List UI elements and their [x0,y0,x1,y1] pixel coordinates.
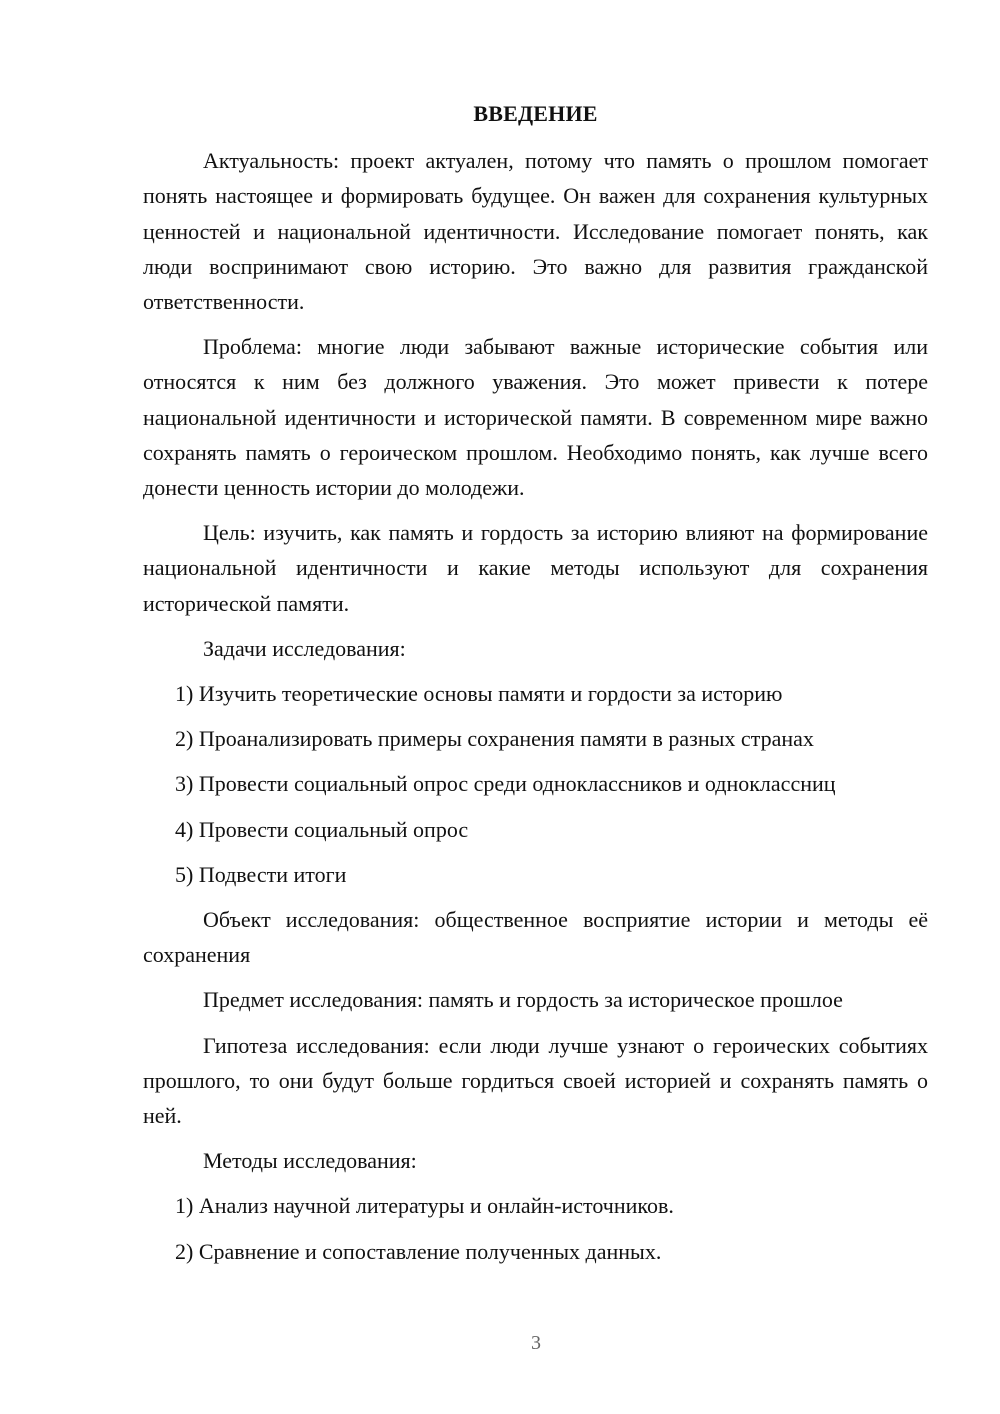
paragraph-subject: Предмет исследования: память и гордость за историческое прошлое [203,987,843,1013]
paragraph-hypothesis: Гипотеза исследования: если люди лучше узнают о героических событиях прошлого, то они будут больше гордиться своей историей и сохранять память о ней. [143,1032,928,1129]
page-number: 3 [531,1332,541,1354]
tasks-list [143,676,928,892]
paragraph-relevance: Актуальность: проект актуален, потому что память о прошлом помогает понять настоящее и формировать будущее. Он важен для сохранения культурных ценностей и национальной идентичности. Исследование помогает понять, как люди воспринимают свою историю. Это важно для развития гражданской ответственности. [143,148,928,315]
tasks-heading: Задачи исследования: [203,635,406,661]
methods-heading: Методы исследования: [203,1148,417,1174]
task-item: 4) Провести социальный опрос [175,816,469,842]
task-item: 2) Проанализировать примеры сохранения памяти в разных странах [175,726,814,752]
methods-list [143,1188,928,1268]
page-content [143,96,928,1279]
task-item: 1) Изучить теоретические основы памяти и гордости за историю [175,681,783,707]
method-item: 1) Анализ научной литературы и онлайн-источников. [175,1193,674,1219]
task-item: 5) Подвести итоги [175,861,347,887]
paragraph-problem: Проблема: многие люди забывают важные исторические события или относятся к ним без должного уважения. Это может привести к потере национальной идентичности и исторической памяти. В современном мире важно сохранять память о героическом прошлом. Необходимо понять, как лучше всего донести ценность истории до молодежи. [143,334,928,501]
section-title: ВВЕДЕНИЕ [473,101,598,126]
task-item: 3) Провести социальный опрос среди одноклассников и одноклассниц [175,771,836,797]
paragraph-goal: Цель: изучить, как память и гордость за историю влияют на формирование национальной идентичности и какие методы используют для сохранения исторической памяти. [143,520,928,616]
method-item: 2) Сравнение и сопоставление полученных данных. [175,1238,662,1264]
paragraph-object: Объект исследования: общественное восприятие истории и методы её сохранения [143,907,928,968]
